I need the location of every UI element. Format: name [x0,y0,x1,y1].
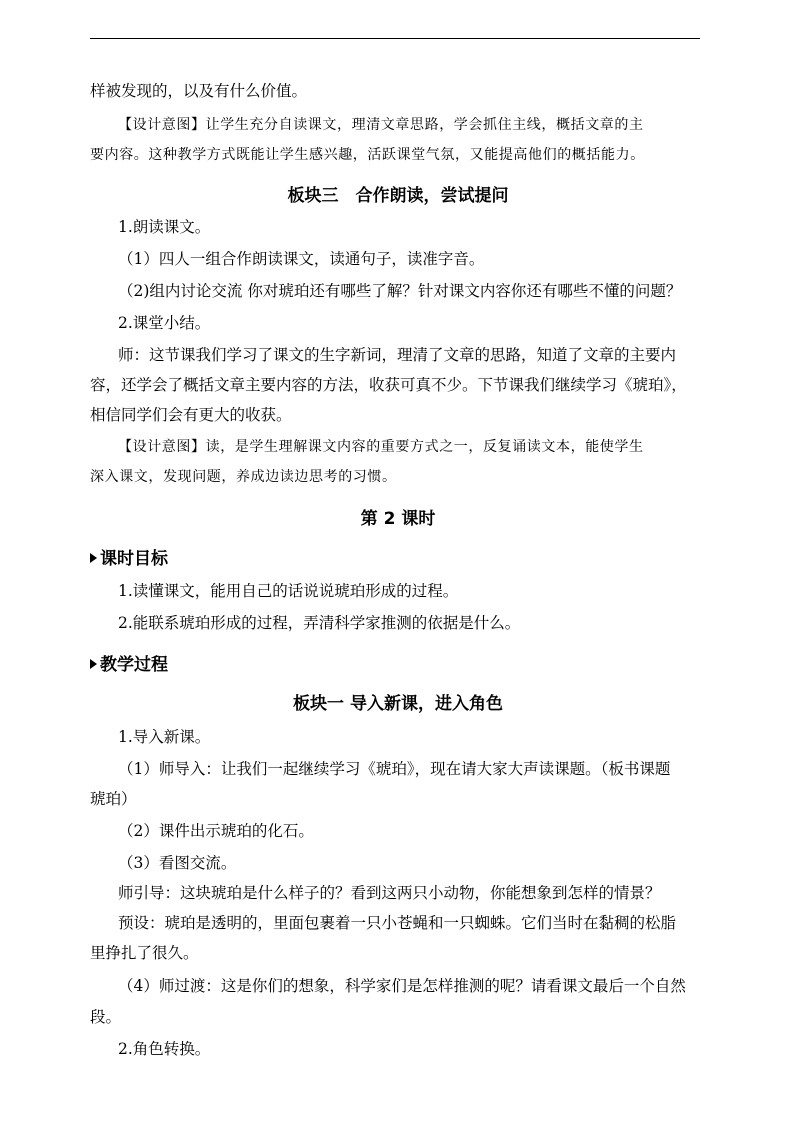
design-intent-line: 【设计意图】读，是学生理解课文内容的重要方式之一，反复诵读文本，能使学生 [118,439,644,455]
paragraph-line: 师：这节课我们学习了课文的生字新词，理清了文章的思路，知道了文章的主要内 [118,346,677,364]
triangle-bullet-icon [90,553,97,563]
paragraph-line: （3）看图交流。 [118,854,237,872]
paragraph-line: 2.角色转换。 [118,1040,211,1058]
paragraph-line: 预设：琥珀是透明的，里面包裹着一只小苍蝇和一只蜘蛛。它们当时在黏稠的松脂 [118,914,677,932]
paragraph-line: 容，还学会了概括文章主要内容的方法，收获可真不少。下节课我们继续学习《琥珀》， [90,376,687,394]
paragraph-line: 段。 [90,1008,122,1026]
design-intent-line: 深入课文，发现问题，养成边读边思考的习惯。 [90,469,397,485]
paragraph-line: 里挣扎了很久。 [90,944,199,962]
paragraph-line: 1.朗读课文。 [118,218,211,236]
paragraph-line: 2.能联系琥珀形成的过程，弄清科学家推测的依据是什么。 [118,614,521,632]
section-heading: 板块三 合作朗读，尝试提问 [287,186,509,206]
paragraph-line: 1.读懂课文，能用自己的话说说琥珀形成的过程。 [118,582,459,600]
paragraph-line: 相信同学们会有更大的收获。 [90,406,292,424]
paragraph-line: （1）四人一组合作朗读课文，读通句子，读准字音。 [118,250,485,268]
design-intent-line: 要内容。这种教学方式既能让学生感兴趣，活跃课堂气氛，又能提高他们的概括能力。 [90,147,645,163]
section-title [90,544,168,569]
section-title-text: 教学过程 [100,655,168,675]
paragraph-line: 1.导入新课。 [118,728,211,746]
triangle-bullet-icon [90,659,97,669]
paragraph-line: 琥珀） [90,790,137,808]
paragraph-line: 2.课堂小结。 [118,314,211,332]
paragraph-line: 样被发现的，以及有什么价值。 [90,82,308,100]
paragraph-line: （2）课件出示琥珀的化石。 [118,822,314,840]
section-title-text: 课时目标 [100,549,168,569]
section-heading: 板块一 导入新课，进入角色 [293,694,503,714]
paragraph-line: （2)组内讨论交流 你对琥珀还有哪些了解？针对课文内容你还有哪些不懂的问题？ [118,282,682,300]
design-intent-line: 【设计意图】让学生充分自读课文，理清文章思路，学会抓住主线，概括文章的主 [118,117,644,133]
header-rule [90,38,700,39]
paragraph-line: 师引导：这块琥珀是什么样子的？看到这两只小动物，你能想象到怎样的情景？ [118,884,661,902]
section-title [90,650,168,675]
paragraph-line: （1）师导入：让我们一起继续学习《琥珀》，现在请大家大声读课题。（板书课题 [118,760,671,778]
paragraph-line: （4）师过渡：这是你们的想象，科学家们是怎样推测的呢？请看课文最后一个自然 [118,977,686,995]
lesson-heading: 第 2 课时 [360,509,436,529]
